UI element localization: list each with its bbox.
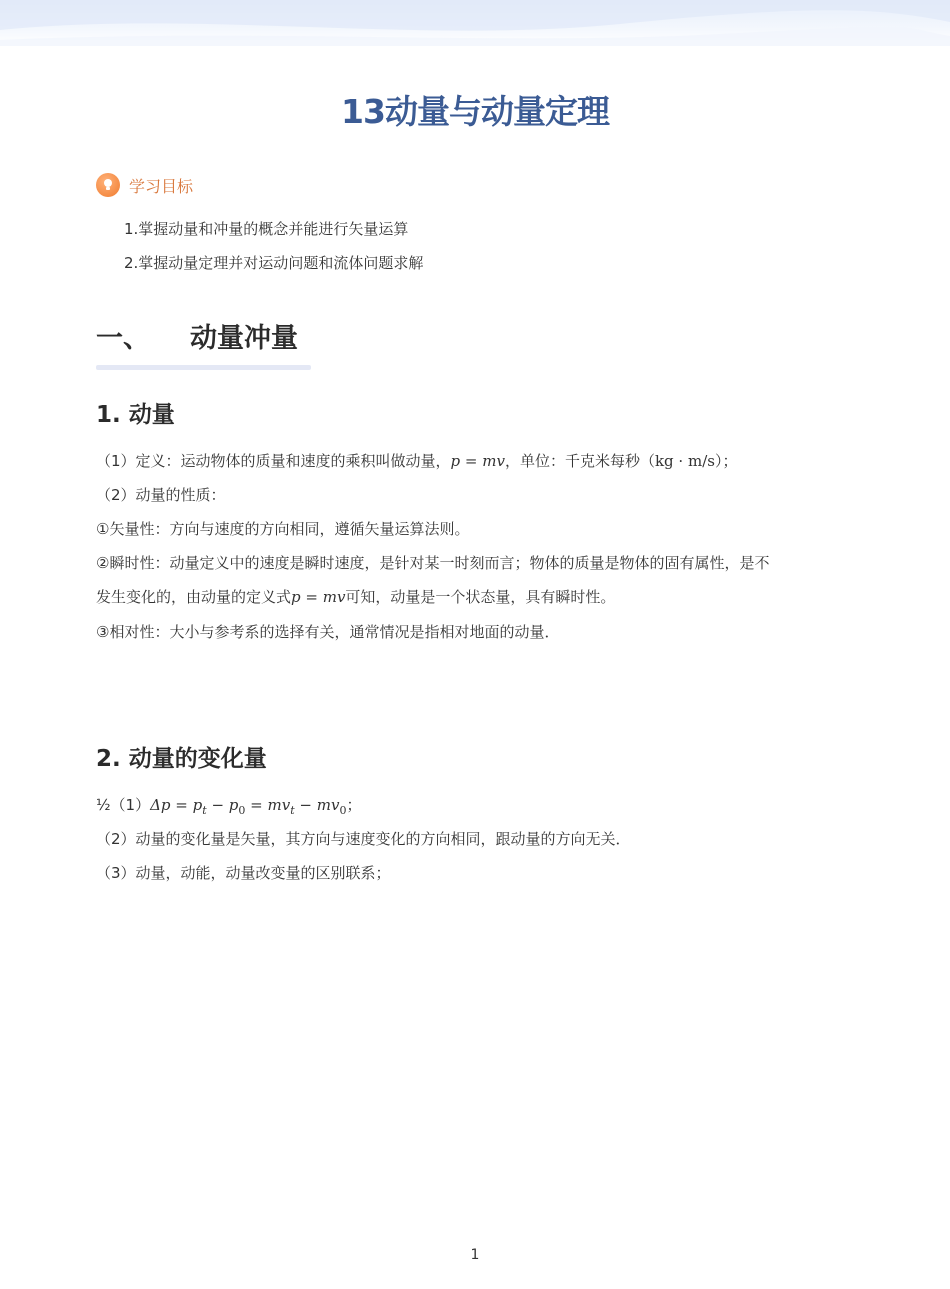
section-number: 一、 [96,323,150,354]
header-wave-decoration [0,0,950,46]
momentum-change-formula: ½（1）Δp = $p_t - p_0 = mv_t - mv_0$； [96,796,362,817]
objectives-label: 学习目标 [129,176,194,196]
learning-objectives-header [96,172,193,198]
section-heading [96,316,298,355]
formula-end: ； [346,796,362,814]
momentum-properties-title: （2）动量的性质： [96,486,226,504]
momentum-comparison: （3）动量，动能，动量改变量的区别联系； [96,864,391,882]
formula-prefix: ½（1） [96,796,151,814]
page-number: 1 [470,1247,480,1263]
definition-unit-text: ，单位：千克米每秒（ [504,452,655,470]
property-instantaneous-line2 [96,586,615,607]
momentum-definition [96,450,737,471]
momentum-formula: p = mv [450,452,505,470]
lightbulb-icon [96,173,120,197]
property-instantaneous-line1: ②瞬时性：动量定义中的速度是瞬时速度，是针对某一时刻而言；物体的质量是物体的固有属性，是不 [96,554,770,572]
page-header-band [0,0,950,46]
instantaneous-text: 发生变化的，由动量的定义式 [96,588,292,606]
delta-p-formula: Δp = p [150,796,203,814]
section-title: 动量冲量 [190,323,298,354]
instantaneous-text-end: 可知，动量是一个状态量，具有瞬时性。 [345,588,616,606]
instantaneous-formula: p = mv [291,588,346,606]
objective-item-1: 1.掌握动量和冲量的概念并能进行矢量运算 [124,220,409,238]
subsection-heading-momentum: 1. 动量 [96,402,175,428]
definition-end: ）； [714,452,738,470]
section-underline [96,365,311,370]
momentum-unit: kg · m/s [654,452,715,470]
subsection-heading-momentum-change: 2. 动量的变化量 [96,746,267,772]
document-title: 13动量与动量定理 [341,92,609,131]
property-relative: ③相对性：大小与参考系的选择有关，通常情况是指相对地面的动量． [96,623,560,641]
momentum-change-vector: （2）动量的变化量是矢量，其方向与速度变化的方向相同，跟动量的方向无关． [96,830,631,848]
definition-text: （1）定义：运动物体的质量和速度的乘积叫做动量， [96,452,451,470]
objective-item-2: 2.掌握动量定理并对运动问题和流体问题求解 [124,254,424,272]
property-vector: ①矢量性：方向与速度的方向相同，遵循矢量运算法则。 [96,520,470,538]
